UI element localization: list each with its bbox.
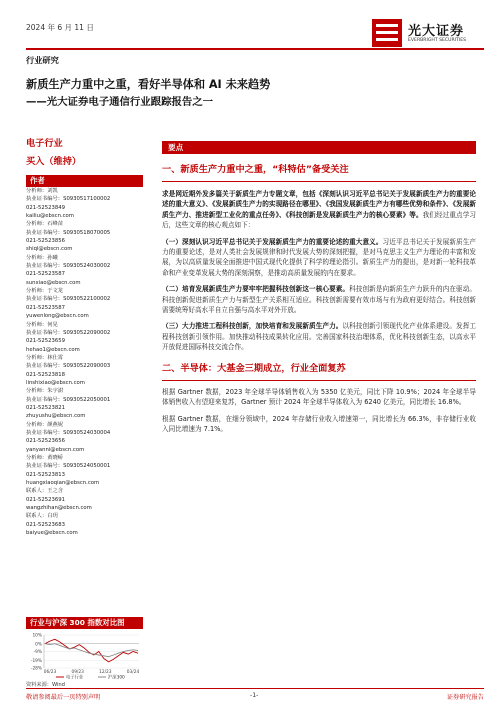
point1-rest: 习近平总书记关于发展新质生产力的重要论述，是对人类社会发展规律和时代发展大势的深刻把握，是对马克思主义生产力理论的丰富和发展，为以高质量发展全面推进中国式现代化提供了科学的理论指引。新质生产力的提出，是对新一轮科技革命和产业变革发展大势的深刻洞察，是推动高质量发展的内在要求。	[162, 237, 477, 277]
legend-label: 沪深300	[108, 675, 125, 680]
point3-rest: 以科技创新引领现代化产业体系建设。发挥工程科技创新引领作用。加快推动科技成果转化应用。完善国家科技治理体系，优化科技创新生态，以高水平开放促进国际科技交流合作。	[162, 322, 477, 352]
legend-label: 电子行业	[66, 675, 84, 680]
section2-title: 二、半导体：大基金三期成立，行业全面复苏	[162, 360, 476, 381]
report-subtitle: ——光大证券电子通信行业跟踪报告之一	[26, 96, 214, 108]
rating: 买入（维持）	[26, 156, 82, 167]
author-email[interactable]: linshixiao@ebscn.com	[26, 379, 85, 386]
chart-header: 行业与沪深 300 指数对比图	[26, 617, 143, 629]
point2-rest: 科技创新是向新质生产力跃升的内在驱动。科技创新促进新质生产力与新型生产关系相互适应。科技创新需要有效市场与有为政府更好结合。科技创新需要统筹好高水平自立自强与高水平对外开放。	[162, 285, 477, 315]
logo-text-en: EVERBRIGHT SECURITIES	[408, 38, 467, 43]
author-cert: 执业证书编号：S0930522090003	[26, 363, 111, 370]
point3-bold: （三）大力推进工程科技创新，加快培育和发展新质生产力。	[162, 322, 343, 331]
author-email[interactable]: shiql@ebscn.com	[26, 246, 73, 253]
semi-paragraph-2: 根据 Gartner 数据，在细分领域中，2024 年存储行业收入增速第一，同比增长为 66.3%，非存储行业收入同比增速为 7.1%。	[162, 414, 476, 433]
author-phone: 021-52523821	[26, 404, 65, 411]
key-points-header: 要点	[162, 141, 476, 154]
author-entry	[26, 287, 143, 320]
series-line-electronics	[45, 639, 138, 662]
header-divider	[26, 48, 484, 50]
author-name: 分析师：刘凯	[26, 188, 58, 194]
y-tick-label: 0%	[35, 642, 42, 648]
author-phone: 021-52523587	[26, 271, 65, 278]
contact-phone: 021-52523691	[26, 496, 65, 503]
author-name: 分析师：何晃	[26, 321, 58, 328]
author-email[interactable]: sunxiao@ebscn.com	[26, 279, 81, 286]
main-content	[162, 141, 476, 434]
y-tick-label: -19%	[30, 658, 42, 664]
chart-source: 资料来源：Wind	[26, 682, 65, 688]
contact-entry	[26, 512, 143, 537]
author-phone: 021-52523656	[26, 438, 65, 445]
page-number: -1-	[250, 692, 259, 699]
x-tick-label: 12/23	[99, 670, 112, 675]
author-entry	[26, 354, 143, 387]
sector-name: 电子行业	[26, 138, 63, 149]
intro-paragraph	[162, 189, 476, 231]
author-entry	[26, 187, 143, 220]
contact-name: 联系人：王之含	[26, 488, 64, 495]
point1-bold: （一）深刻认识习近平总书记关于发展新质生产力的重要论述的重大意义。	[162, 237, 383, 246]
contact-email[interactable]: baiyue@ebscn.com	[26, 530, 78, 537]
author-name: 分析师：颜燕妮	[26, 421, 64, 428]
author-cert: 执业证书编号：S0930522100002	[26, 296, 111, 303]
author-name: 分析师：林仕霄	[26, 354, 64, 361]
author-entry	[26, 254, 143, 287]
y-tick-label: -28%	[30, 666, 42, 672]
author-cert: 执业证书编号：S0930517100002	[26, 196, 111, 203]
author-cert: 执业证书编号：S0930524050001	[26, 463, 111, 470]
author-email[interactable]: yanyanni@ebscn.com	[26, 446, 85, 453]
author-name: 分析师：朱宇澍	[26, 388, 64, 395]
author-entry	[26, 421, 143, 454]
y-tick-label: 10%	[32, 633, 42, 639]
x-tick-label: 09/23	[71, 670, 84, 675]
report-date: 2024 年 6 月 11 日	[26, 23, 94, 32]
contact-name: 联系人：白玥	[26, 513, 58, 520]
author-phone: 021-52523818	[26, 371, 65, 378]
series-line-csi300	[45, 644, 138, 657]
author-entry	[26, 220, 143, 253]
point1-paragraph	[162, 237, 476, 279]
author-name: 分析师：孙曦	[26, 254, 58, 261]
author-cert: 执业证书编号：S0930524030002	[26, 263, 111, 270]
author-phone: 021-52523659	[26, 338, 65, 345]
logo-text-cn: 光大证券	[408, 24, 465, 39]
section1-title: 一、新质生产力重中之重，“科特估”备受关注	[162, 161, 476, 182]
authors-header: 作者	[26, 175, 143, 187]
contact-entry	[26, 487, 143, 512]
author-name: 分析师：石峰苗	[26, 221, 64, 228]
author-email[interactable]: hehao1@ebscn.com	[26, 346, 80, 353]
disclaimer-link[interactable]: 敬请参阅最后一页特别声明	[26, 694, 101, 701]
author-phone: 021-52523856	[26, 238, 65, 245]
author-phone: 021-52523849	[26, 204, 65, 211]
point2-paragraph	[162, 284, 476, 315]
author-email[interactable]: yuwenlong@ebscn.com	[26, 313, 89, 320]
footer-divider	[26, 688, 484, 689]
point3-paragraph	[162, 321, 476, 352]
intro-rest: 我们经过重点学习后，这些文章的核心观点如下：	[162, 210, 477, 230]
author-cert: 执业证书编号：S0930522050001	[26, 396, 111, 403]
author-email[interactable]: kailiu@ebscn.com	[26, 213, 74, 220]
authors-list	[26, 187, 143, 537]
contact-phone: 021-52523683	[26, 521, 65, 528]
everbright-logo-icon	[372, 19, 402, 47]
footer-report-label: 证券研究报告	[446, 694, 484, 701]
author-entry	[26, 454, 143, 487]
author-email[interactable]: huangxiaoqian@ebscn.com	[26, 480, 100, 487]
index-comparison-chart	[26, 632, 143, 680]
intro-bold: 求是网近期外发多篇关于新质生产力专题文章，包括《深刻认识习近平总书记关于发展新质生产力的重要论述的重大意义》、《发展新质生产力的实现路径在哪里》、《我国发展新质生产力有哪些优势和条件》、《发展新质生产力、推进新型工业化的重点任务》、《科技创新是发展新质生产力的核心要素》等。	[162, 190, 476, 219]
author-phone: 021-52523813	[26, 471, 65, 478]
report-type: 行业研究	[26, 55, 59, 65]
author-email[interactable]: zhuyushu@ebscn.com	[26, 413, 86, 420]
point2-bold: （二）培育发展新质生产力要牢牢把握科技创新这一核心要素。	[162, 285, 350, 294]
x-tick-label: 03/24	[126, 670, 140, 675]
sidebar	[26, 135, 143, 537]
author-cert: 执业证书编号：S0930518070005	[26, 229, 111, 236]
author-entry	[26, 321, 143, 354]
x-tick-label: 06/23	[43, 670, 57, 675]
author-cert: 执业证书编号：S0930522090002	[26, 329, 111, 336]
report-title: 新质生产力重中之重，看好半导体和 AI 未来趋势	[26, 78, 271, 91]
author-name: 分析师：于文龙	[26, 288, 64, 295]
author-name: 分析师：黄晓峤	[26, 455, 64, 461]
author-cert: 执业证书编号：S0930524030004	[26, 429, 111, 436]
author-phone: 021-52523587	[26, 304, 65, 311]
contact-email[interactable]: wangzhihan@ebscn.com	[26, 505, 92, 512]
semi-paragraph-1: 根据 Gartner 数据，2023 年全球半导体销售收入为 5350 亿美元，同比下降 10.9%；2024 年全球半导体销售收入有望迎来复苏，Gartner 预计 2024 年全球半导体收入为 6240 亿美元，同比增长 16.8%。	[162, 387, 476, 407]
y-tick-label: -9%	[33, 650, 42, 656]
author-entry	[26, 387, 143, 420]
